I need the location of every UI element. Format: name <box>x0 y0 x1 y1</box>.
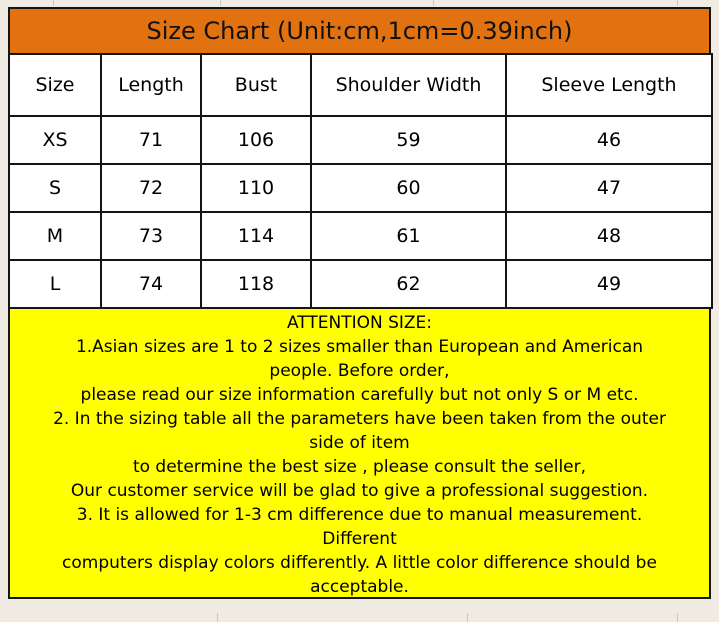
table-cell: 48 <box>506 212 712 260</box>
table-cell: L <box>9 260 101 308</box>
attention-line: 2. In the sizing table all the parameters have been taken from the outer <box>53 409 666 429</box>
table-row-s <box>9 164 712 212</box>
attention-line: 1.Asian sizes are 1 to 2 sizes smaller than European and American <box>75 337 644 357</box>
table-row-l <box>9 260 712 308</box>
attention-heading: ATTENTION SIZE: <box>286 313 433 333</box>
attention-line: Different <box>322 529 397 549</box>
table-cell: 46 <box>506 116 712 164</box>
column-header-sleeve-length: Sleeve Length <box>506 54 712 116</box>
attention-line: side of item <box>309 433 410 453</box>
attention-line: please read our size information carefully but not only S or M etc. <box>80 385 639 405</box>
attention-line: 3. It is allowed for 1-3 cm difference due to manual measurement. <box>76 505 643 525</box>
size-chart-title-bar <box>8 7 711 55</box>
table-cell: 74 <box>101 260 201 308</box>
table-cell: 118 <box>201 260 311 308</box>
top-edge-gridline <box>220 0 221 6</box>
top-edge-gridline <box>677 0 678 6</box>
table-cell: 106 <box>201 116 311 164</box>
bottom-edge-gridline <box>467 613 468 622</box>
table-cell: 59 <box>311 116 506 164</box>
table-cell: 60 <box>311 164 506 212</box>
table-cell: S <box>9 164 101 212</box>
table-cell: 62 <box>311 260 506 308</box>
size-chart-sheet <box>8 7 711 599</box>
bottom-edge-gridline <box>677 613 678 622</box>
attention-line: Our customer service will be glad to give a professional suggestion. <box>70 481 649 501</box>
page-title: Size Chart (Unit:cm,1cm=0.39inch) <box>146 17 573 45</box>
attention-line: computers display colors differently. A little color difference should be <box>62 553 657 573</box>
table-cell: XS <box>9 116 101 164</box>
column-header-size: Size <box>9 54 101 116</box>
table-cell: 72 <box>101 164 201 212</box>
table-cell: 110 <box>201 164 311 212</box>
table-cell: 49 <box>506 260 712 308</box>
attention-box <box>8 307 711 599</box>
table-cell: 71 <box>101 116 201 164</box>
attention-line: acceptable. <box>310 577 409 597</box>
bottom-edge-gridline <box>217 613 218 622</box>
table-cell: 47 <box>506 164 712 212</box>
column-header-shoulder-width: Shoulder Width <box>311 54 506 116</box>
table-row-xs <box>9 116 712 164</box>
table-cell: 114 <box>201 212 311 260</box>
table-cell: M <box>9 212 101 260</box>
attention-line: to determine the best size , please consult the seller, <box>132 457 587 477</box>
column-header-bust: Bust <box>201 54 311 116</box>
size-table <box>8 53 713 309</box>
size-table-header-row <box>9 54 712 116</box>
top-edge-gridline <box>433 0 434 6</box>
top-edge-gridline <box>53 0 54 6</box>
column-header-length: Length <box>101 54 201 116</box>
table-row-m <box>9 212 712 260</box>
attention-line: people. Before order, <box>269 361 450 381</box>
table-cell: 61 <box>311 212 506 260</box>
table-cell: 73 <box>101 212 201 260</box>
